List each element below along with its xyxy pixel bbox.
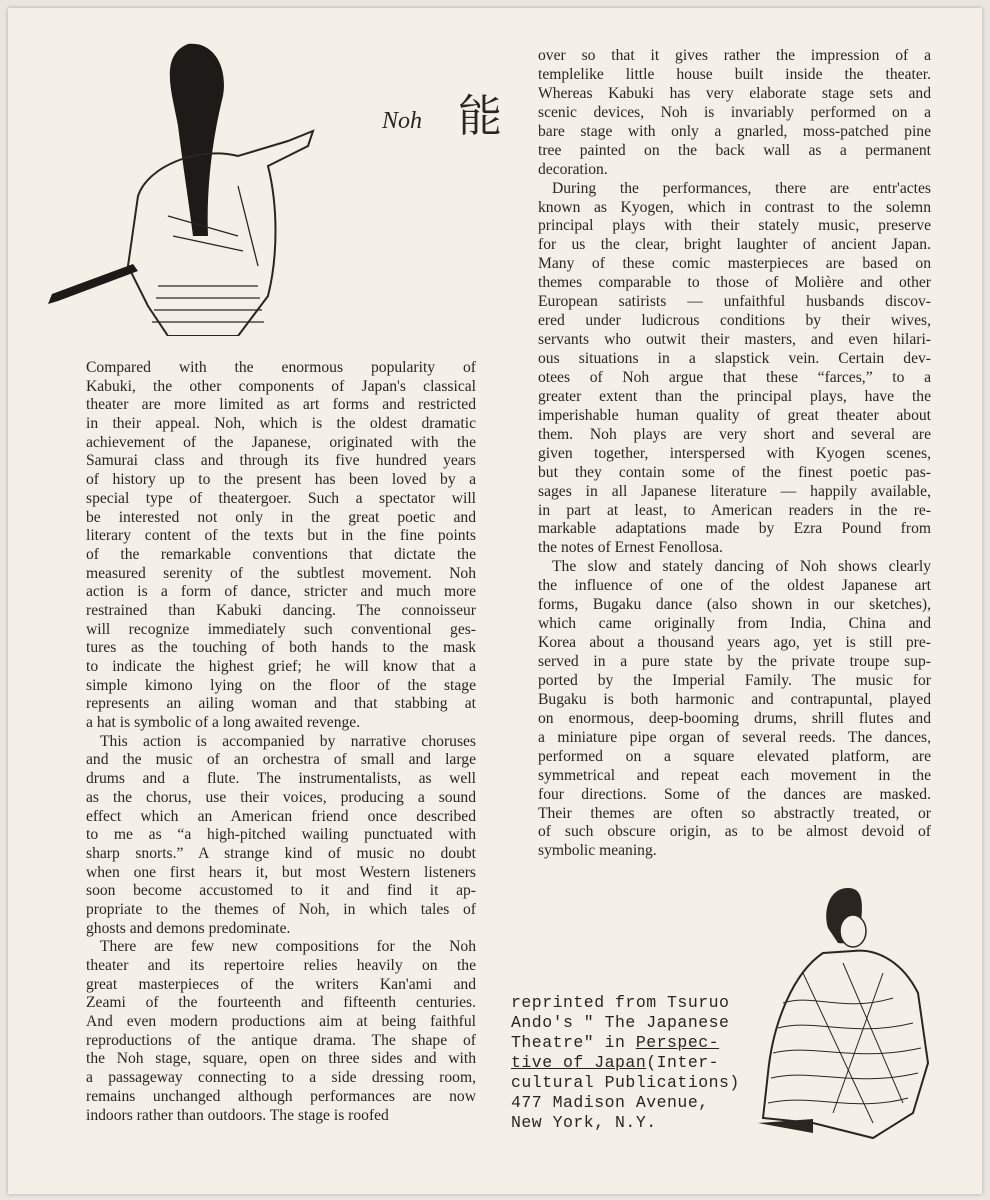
text-line: over so that it gives rather the impression of a bbox=[538, 47, 931, 64]
text-line: a hat is symbolic of a long awaited revenge. bbox=[86, 714, 361, 732]
text-line: forms, Bugaku dance (also shown in our sketches), bbox=[538, 596, 931, 614]
text-line: Bugaku is both harmonic and contrapuntal, played bbox=[538, 690, 931, 708]
paragraph bbox=[86, 733, 476, 939]
text-line: great masterpieces of the writers Kan'ami and bbox=[86, 975, 476, 993]
text-line: and the music of an orchestra of small and large bbox=[86, 751, 476, 769]
text-line: in their appeal. Noh, which is the oldest dramatic bbox=[86, 415, 476, 433]
credit-line: reprinted from Tsuruo bbox=[511, 993, 730, 1012]
paragraph bbox=[538, 47, 931, 180]
text-line: restrained than Kabuki dancing. The connoisseur bbox=[86, 601, 476, 619]
text-line: the influence of one of the oldest Japanese art bbox=[538, 577, 931, 595]
text-line: symmetrical and repeat each movement in the bbox=[538, 766, 931, 784]
text-line: The slow and stately dancing of Noh shows clearly bbox=[552, 558, 931, 576]
credit-text: Theatre" in bbox=[511, 1033, 636, 1052]
text-line: the Noh stage, square, open on three sides and with bbox=[86, 1050, 476, 1068]
text-line: for us the clear, bright laughter of ancient Japan. bbox=[538, 236, 931, 254]
article-title: Noh bbox=[382, 108, 423, 134]
credit-line: Ando's " The Japanese bbox=[511, 1013, 730, 1032]
document-page bbox=[8, 8, 982, 1194]
text-line: given together, interspersed with Kyogen scenes, bbox=[538, 444, 931, 462]
text-line: effect which an American friend once described bbox=[86, 807, 476, 825]
text-line: sharp snorts.” A strange kind of music no doubt bbox=[86, 844, 476, 862]
text-line: Korea about a thousand years ago, yet is still pre- bbox=[538, 634, 931, 652]
text-line: as the chorus, use their voices, producing a sound bbox=[86, 788, 476, 806]
text-line: Their themes are often so abstractly treated, or bbox=[538, 804, 931, 822]
text-line: theater are more limited as art forms and restricted bbox=[86, 396, 476, 414]
text-line: During the performances, there are entr'actes bbox=[552, 179, 931, 197]
text-line: ered under ludicrous conditions by their wives, bbox=[538, 312, 931, 330]
text-line: of history up to the present has been loved by a bbox=[86, 471, 476, 489]
left-column bbox=[86, 359, 476, 1125]
text-line: will recognize immediately such conventional ges- bbox=[86, 620, 476, 638]
text-line: the notes of Ernest Fenollosa. bbox=[538, 539, 723, 557]
text-line: greater extent than the principal plays, have the bbox=[538, 387, 931, 405]
book-title-part: Perspec- bbox=[635, 1033, 720, 1052]
noh-kanji: 能 bbox=[458, 91, 502, 142]
text-line: templelike little house built inside the theater. bbox=[538, 65, 931, 83]
text-line: Kabuki, the other components of Japan's classical bbox=[86, 377, 476, 395]
text-line: bare stage with only a gnarled, moss-patched pine bbox=[538, 122, 931, 140]
paragraph bbox=[538, 558, 931, 861]
text-line: servants who outwit their masters, and even hilari- bbox=[538, 331, 931, 349]
text-line: theater and its repertoire relies heavily on the bbox=[86, 957, 476, 974]
credit-line: New York, N.Y. bbox=[511, 1113, 657, 1132]
text-line: when one first hears it, but most Western listeners bbox=[86, 863, 476, 881]
noh-actor-illustration bbox=[38, 36, 328, 336]
text-line: in part at least, to American readers in the re- bbox=[538, 501, 931, 519]
text-line: otees of Noh argue that these “farces,” to a bbox=[538, 368, 931, 386]
text-line: ous situations in a slapstick vein. Certain dev- bbox=[538, 350, 931, 367]
text-line: scenic devices, Noh is invariably performed on a bbox=[538, 103, 931, 121]
right-column bbox=[538, 47, 931, 861]
text-line: There are few new compositions for the Noh bbox=[100, 938, 476, 956]
credit-text: (Inter- bbox=[646, 1053, 720, 1072]
text-line: Many of these comic masterpieces are based on bbox=[538, 255, 931, 273]
text-line: performed on a square elevated platform, are bbox=[538, 747, 931, 765]
credit-line: cultural Publications) bbox=[511, 1073, 740, 1092]
credit-line: 477 Madison Avenue, bbox=[511, 1093, 709, 1112]
text-line: of such obscure origin, as to be almost devoid of bbox=[538, 823, 931, 841]
text-line: Samurai class and through its five hundred years bbox=[86, 452, 476, 470]
text-line: a miniature pipe organ of several reeds. The dances, bbox=[538, 728, 931, 746]
text-line: on enormous, deep-booming drums, shrill flutes and bbox=[538, 709, 931, 727]
text-line: themes comparable to those of Molière and other bbox=[538, 274, 931, 292]
text-line: drums and a flute. The instrumentalists, as well bbox=[86, 770, 476, 788]
text-line: served in a pure state by the private troupe sup- bbox=[538, 653, 931, 670]
text-line: them. Noh plays are very short and several are bbox=[538, 425, 931, 443]
text-line: four directions. Some of the dances are masked. bbox=[538, 785, 931, 803]
book-title-part: tive of Japan bbox=[511, 1053, 647, 1072]
text-line: This action is accompanied by narrative choruses bbox=[100, 732, 476, 750]
text-line: markable adaptations made by Ezra Pound from bbox=[538, 520, 931, 538]
text-line: ghosts and demons predominate. bbox=[86, 919, 291, 937]
text-line: tree painted on the back wall as a permanent bbox=[538, 141, 931, 159]
text-line: And even modern productions aim at being faithful bbox=[86, 1013, 476, 1031]
text-line: but they contain some of the finest poetic pas- bbox=[538, 463, 931, 481]
text-line: reproductions of the antique drama. The shape of bbox=[86, 1031, 476, 1049]
paragraph bbox=[86, 938, 476, 1125]
paragraph bbox=[538, 180, 931, 559]
reprint-credit bbox=[511, 993, 740, 1133]
text-line: Compared with the enormous popularity of bbox=[86, 359, 476, 376]
text-line: action is a form of dance, stricter and much more bbox=[86, 583, 476, 601]
text-line: Zeami of the fourteenth and fifteenth centuries. bbox=[86, 994, 476, 1012]
text-line: European satirists — unfaithful husbands discov- bbox=[538, 293, 931, 311]
text-line: tures as the touching of both hands to the mask bbox=[86, 639, 476, 657]
text-line: special type of theatergoer. Such a spectator will bbox=[86, 489, 476, 507]
text-line: decoration. bbox=[538, 160, 608, 178]
text-line: remains unchanged although performances are now bbox=[86, 1087, 476, 1105]
text-line: propriate to the themes of Noh, in which tales of bbox=[86, 900, 476, 918]
text-line: soon become accustomed to it and find it ap- bbox=[86, 882, 476, 900]
text-line: a passageway connecting to a side dressing room, bbox=[86, 1069, 476, 1087]
text-line: known as Kyogen, which in contrast to the solemn bbox=[538, 198, 931, 216]
text-line: indoors rather than outdoors. The stage is roofed bbox=[86, 1106, 389, 1124]
text-line: imperishable human quality of great theater about bbox=[538, 406, 931, 424]
text-line: sages in all Japanese literature — happily available, bbox=[538, 482, 931, 500]
credit-line bbox=[511, 1053, 740, 1073]
text-line: to me as “a high-pitched wailing punctuated with bbox=[86, 826, 476, 844]
paragraph bbox=[86, 359, 476, 733]
text-line: of the remarkable conventions that dictate the bbox=[86, 545, 476, 563]
text-line: principal plays with their stately music, preserve bbox=[538, 217, 931, 235]
text-line: achievement of the Japanese, originated with the bbox=[86, 433, 476, 451]
text-line: ported by the Imperial Family. The music for bbox=[538, 671, 931, 689]
text-line: measured serenity of the subtlest movement. Noh bbox=[86, 564, 476, 582]
credit-line bbox=[511, 1033, 740, 1053]
text-line: simple kimono lying on the floor of the stage bbox=[86, 676, 476, 694]
bugaku-figure-illustration bbox=[753, 883, 953, 1143]
text-line: represents an ailing woman and that stabbing at bbox=[86, 695, 476, 713]
text-line: be interested not only in the great poetic and bbox=[86, 508, 476, 526]
text-line: Whereas Kabuki has very elaborate stage sets and bbox=[538, 84, 931, 102]
text-line: which came originally from India, China and bbox=[538, 615, 931, 633]
text-line: symbolic meaning. bbox=[538, 842, 657, 860]
text-line: literary content of the texts but in the fine points bbox=[86, 527, 476, 545]
text-line: to indicate the highest grief; he will know that a bbox=[86, 658, 476, 675]
